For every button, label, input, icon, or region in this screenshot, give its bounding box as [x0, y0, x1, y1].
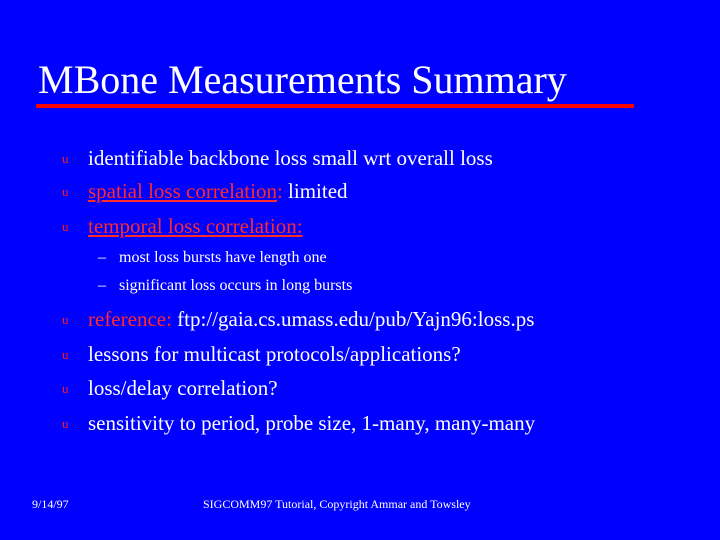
dash-icon: –	[98, 249, 106, 266]
bullet-text: limited	[288, 179, 348, 203]
bullet-icon: u	[62, 151, 69, 166]
spatial-loss-link[interactable]: spatial loss correlation	[88, 179, 277, 203]
reference-url[interactable]: ftp://gaia.cs.umass.edu/pub/Yajn96:loss.ps	[177, 307, 535, 331]
bullet-icon: u	[62, 381, 69, 396]
bullet-icon: u	[62, 312, 69, 327]
bullet-item	[62, 176, 348, 206]
bullet-icon: u	[62, 184, 69, 199]
slide-title: MBone Measurements Summary	[38, 57, 567, 102]
bullet-text: sensitivity to period, probe size, 1-many, many-many	[88, 411, 536, 435]
temporal-loss-link[interactable]: temporal loss correlation:	[88, 214, 303, 238]
link-separator: :	[276, 179, 289, 203]
bullet-icon: u	[62, 219, 69, 234]
title-underline	[36, 104, 634, 108]
reference-label: reference:	[88, 307, 178, 331]
sub-bullet-text: most loss bursts have length one	[119, 249, 327, 266]
sub-bullet-text: significant loss occurs in long bursts	[119, 277, 353, 294]
sub-bullet-item	[98, 274, 352, 298]
bullet-item	[62, 143, 493, 173]
bullet-item	[62, 373, 278, 403]
bullet-text: identifiable backbone loss small wrt overall loss	[88, 146, 493, 170]
bullet-item	[62, 408, 535, 438]
bullet-item	[62, 339, 461, 369]
sub-bullet-item	[98, 246, 327, 270]
dash-icon: –	[98, 277, 106, 294]
bullet-text: loss/delay correlation?	[88, 376, 278, 400]
bullet-icon: u	[62, 347, 69, 362]
bullet-icon: u	[62, 416, 69, 431]
bullet-text: lessons for multicast protocols/applications?	[88, 342, 461, 366]
bullet-item	[62, 211, 303, 241]
footer-date: 9/14/97	[32, 497, 69, 511]
footer-credit: SIGCOMM97 Tutorial, Copyright Ammar and Towsley	[203, 497, 471, 511]
bullet-item	[62, 304, 534, 334]
